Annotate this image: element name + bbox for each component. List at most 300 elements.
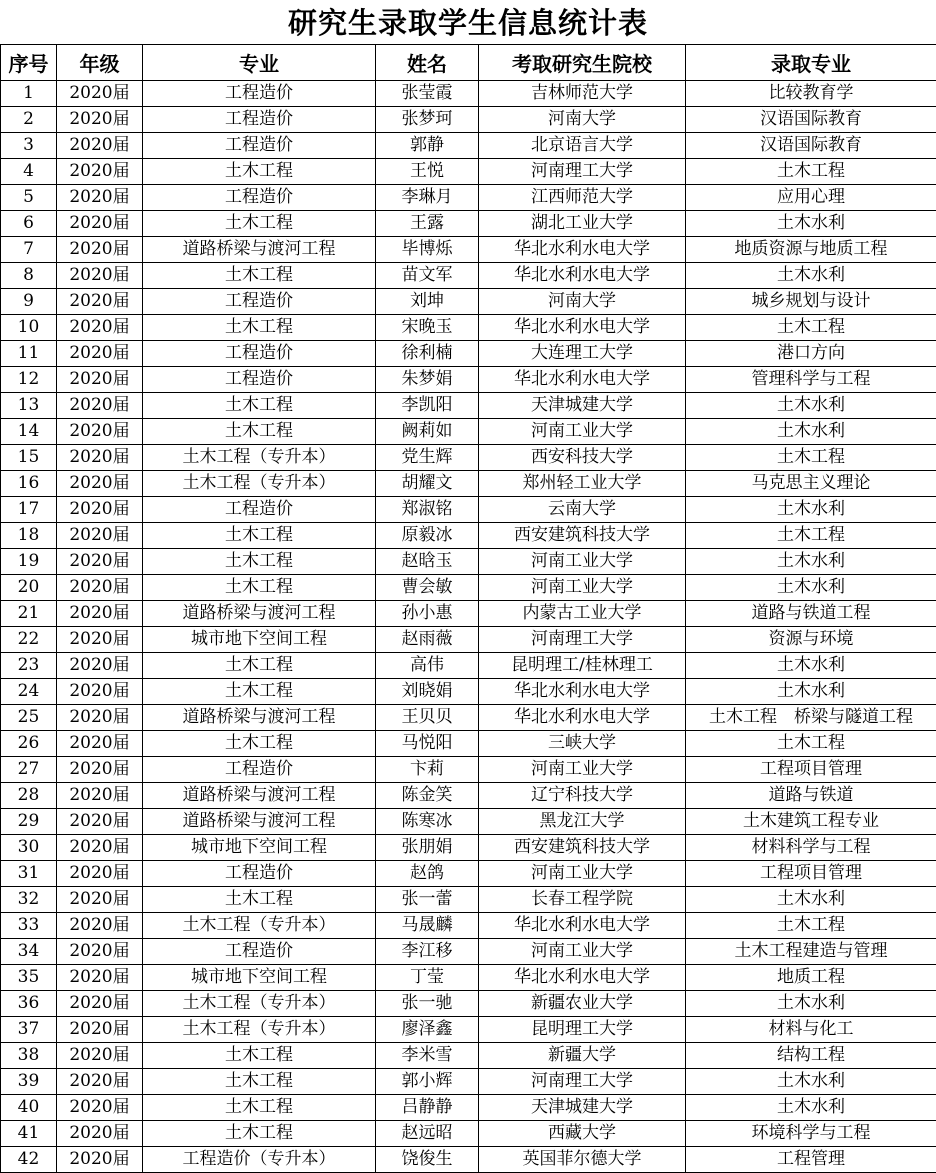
admissions-table xyxy=(0,44,936,1173)
cell-university: 西安建筑科技大学 xyxy=(479,523,686,549)
cell-name: 党生辉 xyxy=(376,445,479,471)
cell-major: 土木工程 xyxy=(143,731,376,757)
cell-name: 王露 xyxy=(376,211,479,237)
cell-index: 24 xyxy=(1,679,57,705)
cell-university: 湖北工业大学 xyxy=(479,211,686,237)
cell-grade: 2020届 xyxy=(57,939,143,965)
cell-major: 工程造价 xyxy=(143,107,376,133)
cell-admitted-major: 汉语国际教育 xyxy=(686,107,936,133)
table-row xyxy=(1,185,936,211)
cell-grade: 2020届 xyxy=(57,627,143,653)
cell-admitted-major: 土木工程 xyxy=(686,315,936,341)
cell-name: 李江移 xyxy=(376,939,479,965)
cell-name: 马悦阳 xyxy=(376,731,479,757)
cell-index: 26 xyxy=(1,731,57,757)
cell-university: 天津城建大学 xyxy=(479,393,686,419)
table-row xyxy=(1,81,936,107)
cell-grade: 2020届 xyxy=(57,445,143,471)
cell-admitted-major: 应用心理 xyxy=(686,185,936,211)
cell-index: 1 xyxy=(1,81,57,107)
cell-admitted-major: 资源与环境 xyxy=(686,627,936,653)
table-row xyxy=(1,809,936,835)
cell-grade: 2020届 xyxy=(57,1095,143,1121)
cell-admitted-major: 地质资源与地质工程 xyxy=(686,237,936,263)
cell-major: 工程造价 xyxy=(143,497,376,523)
cell-grade: 2020届 xyxy=(57,523,143,549)
cell-admitted-major: 土木工程 xyxy=(686,445,936,471)
cell-admitted-major: 环境科学与工程 xyxy=(686,1121,936,1147)
cell-university: 昆明理工大学 xyxy=(479,1017,686,1043)
cell-name: 陈金笑 xyxy=(376,783,479,809)
table-row xyxy=(1,1017,936,1043)
cell-admitted-major: 工程项目管理 xyxy=(686,861,936,887)
cell-admitted-major: 地质工程 xyxy=(686,965,936,991)
cell-index: 35 xyxy=(1,965,57,991)
cell-grade: 2020届 xyxy=(57,471,143,497)
cell-name: 陈寒冰 xyxy=(376,809,479,835)
cell-university: 河南理工大学 xyxy=(479,627,686,653)
cell-major: 土木工程（专升本） xyxy=(143,471,376,497)
cell-index: 19 xyxy=(1,549,57,575)
cell-index: 28 xyxy=(1,783,57,809)
cell-admitted-major: 土木水利 xyxy=(686,887,936,913)
cell-name: 张梦珂 xyxy=(376,107,479,133)
cell-admitted-major: 结构工程 xyxy=(686,1043,936,1069)
cell-name: 刘晓娟 xyxy=(376,679,479,705)
cell-major: 土木工程（专升本） xyxy=(143,1017,376,1043)
cell-major: 工程造价 xyxy=(143,757,376,783)
table-row xyxy=(1,1147,936,1173)
cell-university: 大连理工大学 xyxy=(479,341,686,367)
table-row xyxy=(1,887,936,913)
cell-university: 华北水利水电大学 xyxy=(479,237,686,263)
cell-name: 朱梦娟 xyxy=(376,367,479,393)
cell-university: 三峡大学 xyxy=(479,731,686,757)
cell-name: 郑淑铭 xyxy=(376,497,479,523)
table-row xyxy=(1,653,936,679)
cell-grade: 2020届 xyxy=(57,289,143,315)
cell-admitted-major: 土木水利 xyxy=(686,1095,936,1121)
table-row xyxy=(1,1121,936,1147)
table-row xyxy=(1,523,936,549)
cell-university: 江西师范大学 xyxy=(479,185,686,211)
cell-university: 华北水利水电大学 xyxy=(479,965,686,991)
cell-index: 15 xyxy=(1,445,57,471)
cell-grade: 2020届 xyxy=(57,1069,143,1095)
cell-index: 20 xyxy=(1,575,57,601)
cell-grade: 2020届 xyxy=(57,107,143,133)
cell-university: 河南大学 xyxy=(479,107,686,133)
cell-admitted-major: 土木水利 xyxy=(686,263,936,289)
cell-university: 新疆大学 xyxy=(479,1043,686,1069)
cell-name: 阙莉如 xyxy=(376,419,479,445)
cell-index: 10 xyxy=(1,315,57,341)
cell-grade: 2020届 xyxy=(57,159,143,185)
cell-major: 道路桥梁与渡河工程 xyxy=(143,601,376,627)
cell-university: 河南工业大学 xyxy=(479,549,686,575)
cell-university: 西安建筑科技大学 xyxy=(479,835,686,861)
cell-university: 华北水利水电大学 xyxy=(479,913,686,939)
cell-admitted-major: 土木水利 xyxy=(686,1069,936,1095)
table-row xyxy=(1,497,936,523)
cell-name: 马晟麟 xyxy=(376,913,479,939)
cell-admitted-major: 道路与铁道工程 xyxy=(686,601,936,627)
table-row xyxy=(1,861,936,887)
table-row xyxy=(1,575,936,601)
cell-name: 李琳月 xyxy=(376,185,479,211)
cell-grade: 2020届 xyxy=(57,835,143,861)
cell-grade: 2020届 xyxy=(57,367,143,393)
cell-grade: 2020届 xyxy=(57,211,143,237)
cell-name: 李米雪 xyxy=(376,1043,479,1069)
cell-name: 赵远昭 xyxy=(376,1121,479,1147)
cell-index: 39 xyxy=(1,1069,57,1095)
table-row xyxy=(1,263,936,289)
cell-university: 西藏大学 xyxy=(479,1121,686,1147)
cell-major: 土木工程 xyxy=(143,263,376,289)
cell-name: 廖泽鑫 xyxy=(376,1017,479,1043)
cell-index: 22 xyxy=(1,627,57,653)
cell-grade: 2020届 xyxy=(57,575,143,601)
cell-index: 33 xyxy=(1,913,57,939)
cell-grade: 2020届 xyxy=(57,679,143,705)
cell-university: 黑龙江大学 xyxy=(479,809,686,835)
cell-index: 42 xyxy=(1,1147,57,1173)
cell-index: 17 xyxy=(1,497,57,523)
cell-grade: 2020届 xyxy=(57,965,143,991)
cell-name: 郭小辉 xyxy=(376,1069,479,1095)
cell-admitted-major: 材料科学与工程 xyxy=(686,835,936,861)
table-row xyxy=(1,159,936,185)
cell-index: 3 xyxy=(1,133,57,159)
cell-grade: 2020届 xyxy=(57,185,143,211)
header-name: 姓名 xyxy=(376,45,479,81)
cell-admitted-major: 管理科学与工程 xyxy=(686,367,936,393)
cell-index: 29 xyxy=(1,809,57,835)
cell-index: 4 xyxy=(1,159,57,185)
table-row xyxy=(1,107,936,133)
cell-admitted-major: 土木建筑工程专业 xyxy=(686,809,936,835)
cell-index: 6 xyxy=(1,211,57,237)
cell-university: 河南大学 xyxy=(479,289,686,315)
cell-admitted-major: 道路与铁道 xyxy=(686,783,936,809)
cell-admitted-major: 土木工程 xyxy=(686,523,936,549)
cell-grade: 2020届 xyxy=(57,731,143,757)
cell-name: 张莹霞 xyxy=(376,81,479,107)
cell-university: 北京语言大学 xyxy=(479,133,686,159)
cell-grade: 2020届 xyxy=(57,133,143,159)
table-row xyxy=(1,1043,936,1069)
cell-major: 土木工程 xyxy=(143,1121,376,1147)
cell-major: 道路桥梁与渡河工程 xyxy=(143,237,376,263)
cell-index: 23 xyxy=(1,653,57,679)
cell-grade: 2020届 xyxy=(57,497,143,523)
cell-university: 西安科技大学 xyxy=(479,445,686,471)
cell-major: 工程造价 xyxy=(143,133,376,159)
cell-name: 徐利楠 xyxy=(376,341,479,367)
cell-admitted-major: 城乡规划与设计 xyxy=(686,289,936,315)
cell-grade: 2020届 xyxy=(57,861,143,887)
cell-grade: 2020届 xyxy=(57,705,143,731)
cell-name: 宋晚玉 xyxy=(376,315,479,341)
cell-major: 土木工程（专升本） xyxy=(143,991,376,1017)
cell-university: 华北水利水电大学 xyxy=(479,263,686,289)
cell-admitted-major: 土木水利 xyxy=(686,497,936,523)
cell-name: 张一蕾 xyxy=(376,887,479,913)
cell-index: 32 xyxy=(1,887,57,913)
cell-admitted-major: 土木水利 xyxy=(686,549,936,575)
cell-major: 工程造价 xyxy=(143,939,376,965)
cell-major: 土木工程 xyxy=(143,393,376,419)
cell-admitted-major: 土木水利 xyxy=(686,653,936,679)
cell-admitted-major: 材料与化工 xyxy=(686,1017,936,1043)
cell-index: 30 xyxy=(1,835,57,861)
cell-name: 吕静静 xyxy=(376,1095,479,1121)
cell-admitted-major: 土木水利 xyxy=(686,419,936,445)
cell-admitted-major: 工程管理 xyxy=(686,1147,936,1173)
cell-index: 7 xyxy=(1,237,57,263)
cell-university: 华北水利水电大学 xyxy=(479,679,686,705)
cell-major: 城市地下空间工程 xyxy=(143,965,376,991)
cell-admitted-major: 土木水利 xyxy=(686,393,936,419)
cell-name: 王贝贝 xyxy=(376,705,479,731)
cell-index: 25 xyxy=(1,705,57,731)
table-row xyxy=(1,913,936,939)
table-row xyxy=(1,835,936,861)
cell-index: 14 xyxy=(1,419,57,445)
cell-admitted-major: 工程项目管理 xyxy=(686,757,936,783)
cell-name: 高伟 xyxy=(376,653,479,679)
cell-grade: 2020届 xyxy=(57,1017,143,1043)
table-row xyxy=(1,601,936,627)
cell-major: 土木工程 xyxy=(143,1043,376,1069)
table-row xyxy=(1,445,936,471)
cell-major: 城市地下空间工程 xyxy=(143,835,376,861)
cell-major: 工程造价 xyxy=(143,81,376,107)
cell-university: 华北水利水电大学 xyxy=(479,367,686,393)
cell-grade: 2020届 xyxy=(57,393,143,419)
table-row xyxy=(1,211,936,237)
cell-major: 土木工程（专升本） xyxy=(143,913,376,939)
cell-name: 李凯阳 xyxy=(376,393,479,419)
cell-university: 河南工业大学 xyxy=(479,419,686,445)
table-row xyxy=(1,289,936,315)
header-admitted-major: 录取专业 xyxy=(686,45,936,81)
page-title: 研究生录取学生信息统计表 xyxy=(287,6,648,40)
cell-index: 8 xyxy=(1,263,57,289)
table-row xyxy=(1,627,936,653)
cell-index: 2 xyxy=(1,107,57,133)
cell-grade: 2020届 xyxy=(57,1043,143,1069)
table-row xyxy=(1,679,936,705)
table-row xyxy=(1,133,936,159)
cell-name: 王悦 xyxy=(376,159,479,185)
cell-name: 赵鸽 xyxy=(376,861,479,887)
cell-major: 工程造价 xyxy=(143,341,376,367)
cell-university: 河南工业大学 xyxy=(479,575,686,601)
header-major: 专业 xyxy=(143,45,376,81)
cell-university: 华北水利水电大学 xyxy=(479,315,686,341)
cell-university: 河南理工大学 xyxy=(479,159,686,185)
cell-grade: 2020届 xyxy=(57,237,143,263)
cell-university: 辽宁科技大学 xyxy=(479,783,686,809)
cell-major: 土木工程 xyxy=(143,653,376,679)
cell-grade: 2020届 xyxy=(57,1147,143,1173)
cell-university: 长春工程学院 xyxy=(479,887,686,913)
table-row xyxy=(1,315,936,341)
cell-index: 5 xyxy=(1,185,57,211)
cell-name: 毕博烁 xyxy=(376,237,479,263)
cell-name: 卞莉 xyxy=(376,757,479,783)
cell-grade: 2020届 xyxy=(57,991,143,1017)
cell-university: 河南工业大学 xyxy=(479,939,686,965)
cell-name: 原毅冰 xyxy=(376,523,479,549)
cell-university: 吉林师范大学 xyxy=(479,81,686,107)
table-row xyxy=(1,731,936,757)
table-row xyxy=(1,991,936,1017)
cell-grade: 2020届 xyxy=(57,783,143,809)
cell-grade: 2020届 xyxy=(57,809,143,835)
cell-major: 土木工程 xyxy=(143,419,376,445)
cell-index: 13 xyxy=(1,393,57,419)
cell-name: 孙小惠 xyxy=(376,601,479,627)
table-row xyxy=(1,367,936,393)
cell-major: 土木工程 xyxy=(143,1095,376,1121)
cell-admitted-major: 土木水利 xyxy=(686,211,936,237)
table-row xyxy=(1,1069,936,1095)
cell-major: 土木工程 xyxy=(143,887,376,913)
cell-grade: 2020届 xyxy=(57,341,143,367)
table-row xyxy=(1,419,936,445)
cell-major: 道路桥梁与渡河工程 xyxy=(143,705,376,731)
cell-admitted-major: 土木工程 xyxy=(686,913,936,939)
cell-university: 内蒙古工业大学 xyxy=(479,601,686,627)
cell-major: 土木工程 xyxy=(143,211,376,237)
cell-major: 道路桥梁与渡河工程 xyxy=(143,783,376,809)
table-row xyxy=(1,1095,936,1121)
cell-major: 工程造价 xyxy=(143,861,376,887)
table-row xyxy=(1,757,936,783)
table-body xyxy=(1,81,936,1173)
cell-index: 38 xyxy=(1,1043,57,1069)
cell-major: 城市地下空间工程 xyxy=(143,627,376,653)
cell-major: 土木工程 xyxy=(143,159,376,185)
table-row xyxy=(1,471,936,497)
cell-grade: 2020届 xyxy=(57,757,143,783)
cell-name: 张一驰 xyxy=(376,991,479,1017)
cell-grade: 2020届 xyxy=(57,887,143,913)
header-row xyxy=(1,45,936,81)
cell-index: 21 xyxy=(1,601,57,627)
cell-name: 曹会敏 xyxy=(376,575,479,601)
cell-university: 河南理工大学 xyxy=(479,1069,686,1095)
cell-university: 河南工业大学 xyxy=(479,861,686,887)
table-row xyxy=(1,393,936,419)
cell-name: 郭静 xyxy=(376,133,479,159)
cell-major: 道路桥梁与渡河工程 xyxy=(143,809,376,835)
cell-admitted-major: 土木水利 xyxy=(686,575,936,601)
cell-grade: 2020届 xyxy=(57,263,143,289)
cell-major: 工程造价 xyxy=(143,185,376,211)
cell-major: 土木工程 xyxy=(143,679,376,705)
cell-major: 土木工程 xyxy=(143,549,376,575)
cell-admitted-major: 汉语国际教育 xyxy=(686,133,936,159)
cell-index: 27 xyxy=(1,757,57,783)
header-index: 序号 xyxy=(1,45,57,81)
cell-admitted-major: 土木工程 桥梁与隧道工程 xyxy=(686,705,936,731)
table-row xyxy=(1,705,936,731)
cell-index: 41 xyxy=(1,1121,57,1147)
cell-index: 9 xyxy=(1,289,57,315)
cell-grade: 2020届 xyxy=(57,419,143,445)
table-row xyxy=(1,965,936,991)
cell-admitted-major: 土木工程 xyxy=(686,731,936,757)
cell-admitted-major: 港口方向 xyxy=(686,341,936,367)
cell-major: 工程造价（专升本） xyxy=(143,1147,376,1173)
cell-index: 16 xyxy=(1,471,57,497)
cell-admitted-major: 土木水利 xyxy=(686,991,936,1017)
cell-name: 饶俊生 xyxy=(376,1147,479,1173)
cell-grade: 2020届 xyxy=(57,653,143,679)
cell-admitted-major: 土木工程建造与管理 xyxy=(686,939,936,965)
table-row xyxy=(1,237,936,263)
cell-major: 工程造价 xyxy=(143,367,376,393)
cell-index: 34 xyxy=(1,939,57,965)
cell-university: 云南大学 xyxy=(479,497,686,523)
cell-major: 土木工程 xyxy=(143,1069,376,1095)
header-university: 考取研究生院校 xyxy=(479,45,686,81)
cell-index: 36 xyxy=(1,991,57,1017)
cell-name: 苗文军 xyxy=(376,263,479,289)
cell-index: 12 xyxy=(1,367,57,393)
cell-index: 31 xyxy=(1,861,57,887)
cell-grade: 2020届 xyxy=(57,1121,143,1147)
cell-university: 天津城建大学 xyxy=(479,1095,686,1121)
cell-index: 18 xyxy=(1,523,57,549)
cell-major: 土木工程 xyxy=(143,315,376,341)
cell-grade: 2020届 xyxy=(57,549,143,575)
cell-university: 昆明理工/桂林理工 xyxy=(479,653,686,679)
cell-university: 华北水利水电大学 xyxy=(479,705,686,731)
cell-name: 赵晗玉 xyxy=(376,549,479,575)
cell-grade: 2020届 xyxy=(57,601,143,627)
cell-index: 11 xyxy=(1,341,57,367)
cell-name: 刘坤 xyxy=(376,289,479,315)
cell-major: 土木工程（专升本） xyxy=(143,445,376,471)
cell-major: 土木工程 xyxy=(143,523,376,549)
cell-name: 胡耀文 xyxy=(376,471,479,497)
cell-admitted-major: 土木工程 xyxy=(686,159,936,185)
cell-major: 工程造价 xyxy=(143,289,376,315)
cell-major: 土木工程 xyxy=(143,575,376,601)
cell-admitted-major: 比较教育学 xyxy=(686,81,936,107)
cell-grade: 2020届 xyxy=(57,81,143,107)
cell-university: 英国菲尔德大学 xyxy=(479,1147,686,1173)
cell-name: 张朋娟 xyxy=(376,835,479,861)
cell-grade: 2020届 xyxy=(57,315,143,341)
cell-name: 赵雨薇 xyxy=(376,627,479,653)
cell-admitted-major: 马克思主义理论 xyxy=(686,471,936,497)
cell-university: 新疆农业大学 xyxy=(479,991,686,1017)
cell-admitted-major: 土木水利 xyxy=(686,679,936,705)
cell-index: 40 xyxy=(1,1095,57,1121)
cell-university: 河南工业大学 xyxy=(479,757,686,783)
cell-index: 37 xyxy=(1,1017,57,1043)
table-row xyxy=(1,341,936,367)
table-row xyxy=(1,939,936,965)
cell-grade: 2020届 xyxy=(57,913,143,939)
header-grade: 年级 xyxy=(57,45,143,81)
